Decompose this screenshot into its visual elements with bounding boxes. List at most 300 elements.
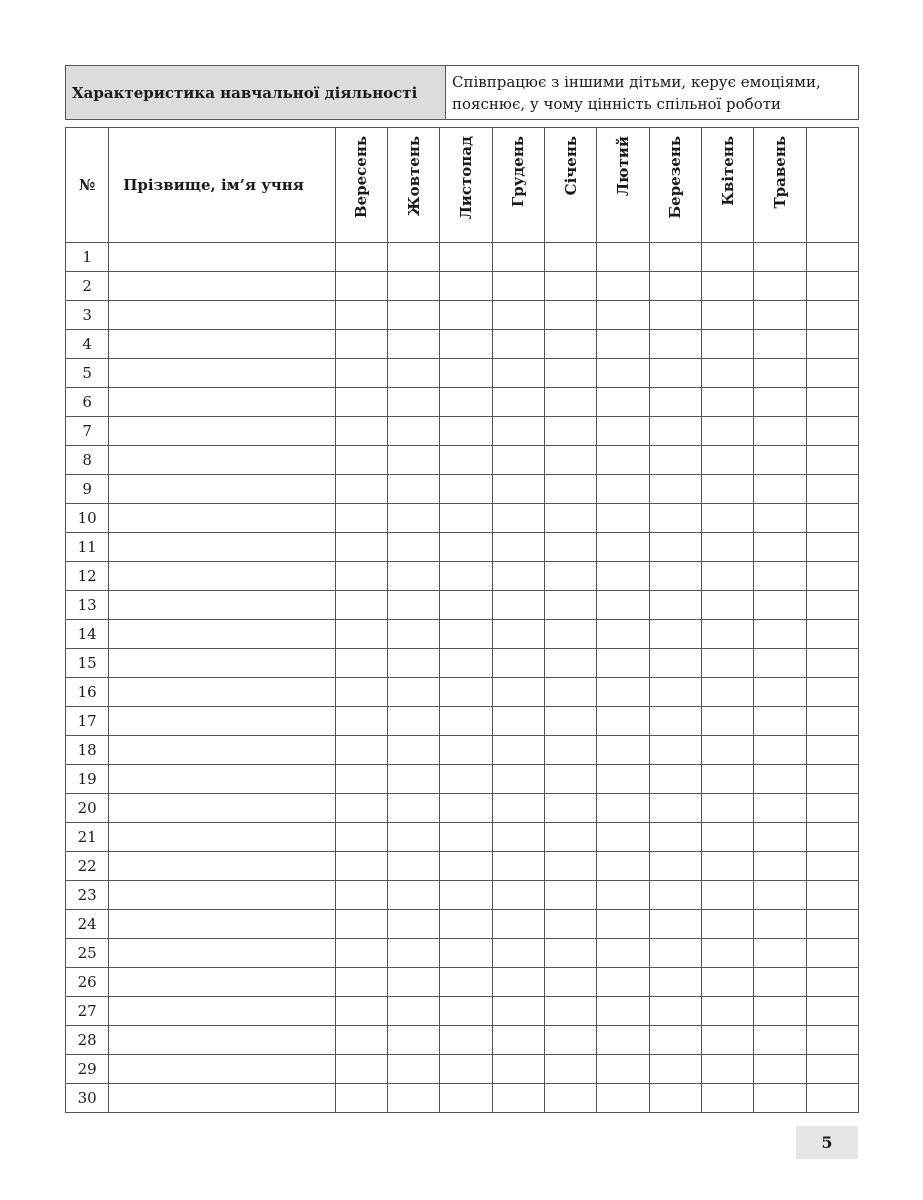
- grade-cell[interactable]: [335, 823, 387, 852]
- grade-cell[interactable]: [597, 794, 649, 823]
- grade-cell[interactable]: [492, 1055, 544, 1084]
- grade-cell[interactable]: [335, 591, 387, 620]
- grade-cell[interactable]: [545, 562, 597, 591]
- grade-cell[interactable]: [597, 1084, 649, 1113]
- student-name-cell[interactable]: [109, 823, 335, 852]
- grade-cell[interactable]: [545, 330, 597, 359]
- grade-cell[interactable]: [806, 823, 858, 852]
- grade-cell[interactable]: [545, 794, 597, 823]
- grade-cell[interactable]: [701, 330, 753, 359]
- grade-cell[interactable]: [440, 1026, 492, 1055]
- grade-cell[interactable]: [806, 794, 858, 823]
- student-name-cell[interactable]: [109, 736, 335, 765]
- student-name-cell[interactable]: [109, 649, 335, 678]
- grade-cell[interactable]: [701, 533, 753, 562]
- grade-cell[interactable]: [335, 620, 387, 649]
- grade-cell[interactable]: [545, 1084, 597, 1113]
- grade-cell[interactable]: [649, 1055, 701, 1084]
- grade-cell[interactable]: [806, 301, 858, 330]
- grade-cell[interactable]: [440, 272, 492, 301]
- grade-cell[interactable]: [754, 417, 806, 446]
- grade-cell[interactable]: [806, 562, 858, 591]
- grade-cell[interactable]: [649, 678, 701, 707]
- grade-cell[interactable]: [701, 272, 753, 301]
- grade-cell[interactable]: [388, 736, 440, 765]
- student-name-cell[interactable]: [109, 939, 335, 968]
- grade-cell[interactable]: [545, 765, 597, 794]
- student-name-cell[interactable]: [109, 591, 335, 620]
- grade-cell[interactable]: [597, 765, 649, 794]
- grade-cell[interactable]: [388, 620, 440, 649]
- grade-cell[interactable]: [754, 765, 806, 794]
- grade-cell[interactable]: [440, 417, 492, 446]
- student-name-cell[interactable]: [109, 1084, 335, 1113]
- grade-cell[interactable]: [806, 330, 858, 359]
- grade-cell[interactable]: [754, 678, 806, 707]
- grade-cell[interactable]: [649, 243, 701, 272]
- grade-cell[interactable]: [335, 243, 387, 272]
- grade-cell[interactable]: [754, 562, 806, 591]
- grade-cell[interactable]: [440, 997, 492, 1026]
- grade-cell[interactable]: [806, 504, 858, 533]
- grade-cell[interactable]: [754, 504, 806, 533]
- grade-cell[interactable]: [597, 359, 649, 388]
- grade-cell[interactable]: [545, 359, 597, 388]
- grade-cell[interactable]: [440, 243, 492, 272]
- grade-cell[interactable]: [545, 997, 597, 1026]
- grade-cell[interactable]: [388, 707, 440, 736]
- grade-cell[interactable]: [649, 446, 701, 475]
- grade-cell[interactable]: [440, 939, 492, 968]
- grade-cell[interactable]: [492, 591, 544, 620]
- student-name-cell[interactable]: [109, 881, 335, 910]
- grade-cell[interactable]: [754, 968, 806, 997]
- grade-cell[interactable]: [754, 446, 806, 475]
- grade-cell[interactable]: [806, 475, 858, 504]
- student-name-cell[interactable]: [109, 301, 335, 330]
- grade-cell[interactable]: [754, 910, 806, 939]
- grade-cell[interactable]: [492, 1026, 544, 1055]
- grade-cell[interactable]: [597, 417, 649, 446]
- grade-cell[interactable]: [649, 504, 701, 533]
- grade-cell[interactable]: [701, 852, 753, 881]
- grade-cell[interactable]: [597, 707, 649, 736]
- grade-cell[interactable]: [492, 330, 544, 359]
- grade-cell[interactable]: [754, 272, 806, 301]
- grade-cell[interactable]: [701, 736, 753, 765]
- grade-cell[interactable]: [701, 707, 753, 736]
- grade-cell[interactable]: [806, 736, 858, 765]
- grade-cell[interactable]: [388, 910, 440, 939]
- grade-cell[interactable]: [545, 939, 597, 968]
- grade-cell[interactable]: [701, 620, 753, 649]
- grade-cell[interactable]: [806, 272, 858, 301]
- grade-cell[interactable]: [388, 678, 440, 707]
- grade-cell[interactable]: [492, 794, 544, 823]
- grade-cell[interactable]: [388, 272, 440, 301]
- grade-cell[interactable]: [754, 359, 806, 388]
- grade-cell[interactable]: [649, 591, 701, 620]
- student-name-cell[interactable]: [109, 707, 335, 736]
- grade-cell[interactable]: [649, 475, 701, 504]
- grade-cell[interactable]: [597, 533, 649, 562]
- student-name-cell[interactable]: [109, 678, 335, 707]
- student-name-cell[interactable]: [109, 852, 335, 881]
- grade-cell[interactable]: [440, 823, 492, 852]
- student-name-cell[interactable]: [109, 562, 335, 591]
- grade-cell[interactable]: [545, 301, 597, 330]
- grade-cell[interactable]: [701, 562, 753, 591]
- grade-cell[interactable]: [754, 620, 806, 649]
- grade-cell[interactable]: [440, 620, 492, 649]
- grade-cell[interactable]: [388, 881, 440, 910]
- grade-cell[interactable]: [649, 939, 701, 968]
- grade-cell[interactable]: [806, 968, 858, 997]
- student-name-cell[interactable]: [109, 765, 335, 794]
- grade-cell[interactable]: [335, 388, 387, 417]
- grade-cell[interactable]: [335, 649, 387, 678]
- grade-cell[interactable]: [649, 794, 701, 823]
- grade-cell[interactable]: [754, 475, 806, 504]
- grade-cell[interactable]: [440, 330, 492, 359]
- grade-cell[interactable]: [388, 446, 440, 475]
- grade-cell[interactable]: [806, 939, 858, 968]
- grade-cell[interactable]: [597, 1055, 649, 1084]
- grade-cell[interactable]: [649, 910, 701, 939]
- grade-cell[interactable]: [388, 301, 440, 330]
- grade-cell[interactable]: [754, 794, 806, 823]
- grade-cell[interactable]: [649, 620, 701, 649]
- grade-cell[interactable]: [701, 765, 753, 794]
- student-name-cell[interactable]: [109, 272, 335, 301]
- grade-cell[interactable]: [806, 591, 858, 620]
- grade-cell[interactable]: [388, 388, 440, 417]
- grade-cell[interactable]: [701, 881, 753, 910]
- student-name-cell[interactable]: [109, 533, 335, 562]
- grade-cell[interactable]: [701, 591, 753, 620]
- grade-cell[interactable]: [335, 1055, 387, 1084]
- grade-cell[interactable]: [492, 939, 544, 968]
- grade-cell[interactable]: [388, 533, 440, 562]
- grade-cell[interactable]: [649, 1026, 701, 1055]
- grade-cell[interactable]: [335, 939, 387, 968]
- student-name-cell[interactable]: [109, 475, 335, 504]
- grade-cell[interactable]: [440, 475, 492, 504]
- grade-cell[interactable]: [649, 359, 701, 388]
- grade-cell[interactable]: [335, 446, 387, 475]
- grade-cell[interactable]: [545, 881, 597, 910]
- grade-cell[interactable]: [388, 852, 440, 881]
- grade-cell[interactable]: [701, 649, 753, 678]
- grade-cell[interactable]: [492, 736, 544, 765]
- grade-cell[interactable]: [649, 997, 701, 1026]
- grade-cell[interactable]: [440, 359, 492, 388]
- grade-cell[interactable]: [649, 330, 701, 359]
- grade-cell[interactable]: [545, 852, 597, 881]
- grade-cell[interactable]: [597, 562, 649, 591]
- grade-cell[interactable]: [597, 504, 649, 533]
- student-name-cell[interactable]: [109, 243, 335, 272]
- grade-cell[interactable]: [388, 504, 440, 533]
- grade-cell[interactable]: [597, 678, 649, 707]
- grade-cell[interactable]: [388, 968, 440, 997]
- grade-cell[interactable]: [388, 649, 440, 678]
- grade-cell[interactable]: [492, 649, 544, 678]
- grade-cell[interactable]: [492, 707, 544, 736]
- grade-cell[interactable]: [806, 1084, 858, 1113]
- grade-cell[interactable]: [492, 388, 544, 417]
- grade-cell[interactable]: [701, 359, 753, 388]
- grade-cell[interactable]: [335, 881, 387, 910]
- grade-cell[interactable]: [597, 881, 649, 910]
- grade-cell[interactable]: [335, 417, 387, 446]
- student-name-cell[interactable]: [109, 330, 335, 359]
- grade-cell[interactable]: [492, 765, 544, 794]
- grade-cell[interactable]: [440, 910, 492, 939]
- grade-cell[interactable]: [388, 1084, 440, 1113]
- grade-cell[interactable]: [335, 765, 387, 794]
- grade-cell[interactable]: [806, 852, 858, 881]
- grade-cell[interactable]: [335, 794, 387, 823]
- grade-cell[interactable]: [388, 823, 440, 852]
- grade-cell[interactable]: [440, 591, 492, 620]
- grade-cell[interactable]: [649, 881, 701, 910]
- grade-cell[interactable]: [597, 1026, 649, 1055]
- grade-cell[interactable]: [492, 504, 544, 533]
- grade-cell[interactable]: [806, 533, 858, 562]
- grade-cell[interactable]: [806, 707, 858, 736]
- student-name-cell[interactable]: [109, 417, 335, 446]
- grade-cell[interactable]: [440, 301, 492, 330]
- student-name-cell[interactable]: [109, 388, 335, 417]
- grade-cell[interactable]: [597, 939, 649, 968]
- grade-cell[interactable]: [806, 359, 858, 388]
- student-name-cell[interactable]: [109, 1026, 335, 1055]
- grade-cell[interactable]: [754, 1084, 806, 1113]
- student-name-cell[interactable]: [109, 794, 335, 823]
- grade-cell[interactable]: [545, 475, 597, 504]
- student-name-cell[interactable]: [109, 910, 335, 939]
- grade-cell[interactable]: [492, 910, 544, 939]
- grade-cell[interactable]: [440, 968, 492, 997]
- student-name-cell[interactable]: [109, 504, 335, 533]
- grade-cell[interactable]: [440, 678, 492, 707]
- grade-cell[interactable]: [545, 823, 597, 852]
- grade-cell[interactable]: [440, 1055, 492, 1084]
- grade-cell[interactable]: [545, 968, 597, 997]
- grade-cell[interactable]: [335, 533, 387, 562]
- grade-cell[interactable]: [335, 562, 387, 591]
- grade-cell[interactable]: [492, 823, 544, 852]
- grade-cell[interactable]: [545, 272, 597, 301]
- grade-cell[interactable]: [754, 939, 806, 968]
- grade-cell[interactable]: [440, 794, 492, 823]
- grade-cell[interactable]: [597, 272, 649, 301]
- grade-cell[interactable]: [440, 649, 492, 678]
- grade-cell[interactable]: [754, 533, 806, 562]
- grade-cell[interactable]: [701, 1084, 753, 1113]
- grade-cell[interactable]: [335, 736, 387, 765]
- grade-cell[interactable]: [754, 301, 806, 330]
- grade-cell[interactable]: [597, 301, 649, 330]
- grade-cell[interactable]: [492, 359, 544, 388]
- grade-cell[interactable]: [701, 997, 753, 1026]
- grade-cell[interactable]: [440, 765, 492, 794]
- grade-cell[interactable]: [388, 794, 440, 823]
- grade-cell[interactable]: [545, 591, 597, 620]
- grade-cell[interactable]: [597, 736, 649, 765]
- grade-cell[interactable]: [754, 243, 806, 272]
- grade-cell[interactable]: [597, 243, 649, 272]
- grade-cell[interactable]: [335, 997, 387, 1026]
- grade-cell[interactable]: [492, 968, 544, 997]
- grade-cell[interactable]: [492, 417, 544, 446]
- grade-cell[interactable]: [440, 736, 492, 765]
- grade-cell[interactable]: [335, 475, 387, 504]
- grade-cell[interactable]: [649, 388, 701, 417]
- grade-cell[interactable]: [388, 997, 440, 1026]
- grade-cell[interactable]: [545, 910, 597, 939]
- grade-cell[interactable]: [701, 301, 753, 330]
- grade-cell[interactable]: [335, 678, 387, 707]
- grade-cell[interactable]: [701, 968, 753, 997]
- grade-cell[interactable]: [388, 1026, 440, 1055]
- grade-cell[interactable]: [649, 736, 701, 765]
- grade-cell[interactable]: [754, 823, 806, 852]
- grade-cell[interactable]: [492, 301, 544, 330]
- grade-cell[interactable]: [492, 562, 544, 591]
- grade-cell[interactable]: [440, 533, 492, 562]
- grade-cell[interactable]: [649, 533, 701, 562]
- grade-cell[interactable]: [754, 1055, 806, 1084]
- student-name-cell[interactable]: [109, 968, 335, 997]
- grade-cell[interactable]: [388, 417, 440, 446]
- grade-cell[interactable]: [335, 1084, 387, 1113]
- grade-cell[interactable]: [492, 1084, 544, 1113]
- grade-cell[interactable]: [806, 446, 858, 475]
- grade-cell[interactable]: [649, 649, 701, 678]
- grade-cell[interactable]: [335, 272, 387, 301]
- grade-cell[interactable]: [335, 359, 387, 388]
- grade-cell[interactable]: [649, 272, 701, 301]
- grade-cell[interactable]: [545, 504, 597, 533]
- grade-cell[interactable]: [335, 852, 387, 881]
- grade-cell[interactable]: [597, 823, 649, 852]
- grade-cell[interactable]: [440, 562, 492, 591]
- grade-cell[interactable]: [754, 852, 806, 881]
- grade-cell[interactable]: [545, 1055, 597, 1084]
- grade-cell[interactable]: [440, 881, 492, 910]
- grade-cell[interactable]: [335, 330, 387, 359]
- grade-cell[interactable]: [597, 446, 649, 475]
- grade-cell[interactable]: [701, 446, 753, 475]
- grade-cell[interactable]: [701, 388, 753, 417]
- grade-cell[interactable]: [806, 678, 858, 707]
- grade-cell[interactable]: [806, 388, 858, 417]
- grade-cell[interactable]: [649, 301, 701, 330]
- grade-cell[interactable]: [649, 823, 701, 852]
- student-name-cell[interactable]: [109, 620, 335, 649]
- grade-cell[interactable]: [545, 736, 597, 765]
- grade-cell[interactable]: [492, 446, 544, 475]
- grade-cell[interactable]: [701, 504, 753, 533]
- grade-cell[interactable]: [335, 1026, 387, 1055]
- grade-cell[interactable]: [545, 533, 597, 562]
- grade-cell[interactable]: [701, 939, 753, 968]
- grade-cell[interactable]: [335, 707, 387, 736]
- grade-cell[interactable]: [597, 968, 649, 997]
- grade-cell[interactable]: [701, 678, 753, 707]
- grade-cell[interactable]: [492, 272, 544, 301]
- grade-cell[interactable]: [545, 417, 597, 446]
- grade-cell[interactable]: [597, 997, 649, 1026]
- student-name-cell[interactable]: [109, 359, 335, 388]
- grade-cell[interactable]: [701, 1026, 753, 1055]
- grade-cell[interactable]: [335, 910, 387, 939]
- grade-cell[interactable]: [597, 591, 649, 620]
- grade-cell[interactable]: [754, 707, 806, 736]
- grade-cell[interactable]: [701, 794, 753, 823]
- grade-cell[interactable]: [754, 649, 806, 678]
- grade-cell[interactable]: [754, 997, 806, 1026]
- grade-cell[interactable]: [492, 678, 544, 707]
- grade-cell[interactable]: [597, 388, 649, 417]
- grade-cell[interactable]: [597, 620, 649, 649]
- grade-cell[interactable]: [701, 1055, 753, 1084]
- grade-cell[interactable]: [597, 649, 649, 678]
- grade-cell[interactable]: [701, 910, 753, 939]
- grade-cell[interactable]: [492, 881, 544, 910]
- grade-cell[interactable]: [754, 591, 806, 620]
- grade-cell[interactable]: [649, 968, 701, 997]
- grade-cell[interactable]: [754, 736, 806, 765]
- grade-cell[interactable]: [492, 533, 544, 562]
- grade-cell[interactable]: [388, 562, 440, 591]
- grade-cell[interactable]: [754, 1026, 806, 1055]
- grade-cell[interactable]: [806, 765, 858, 794]
- student-name-cell[interactable]: [109, 1055, 335, 1084]
- grade-cell[interactable]: [492, 475, 544, 504]
- grade-cell[interactable]: [701, 243, 753, 272]
- grade-cell[interactable]: [597, 475, 649, 504]
- grade-cell[interactable]: [388, 591, 440, 620]
- grade-cell[interactable]: [806, 997, 858, 1026]
- grade-cell[interactable]: [806, 620, 858, 649]
- grade-cell[interactable]: [701, 417, 753, 446]
- grade-cell[interactable]: [649, 1084, 701, 1113]
- grade-cell[interactable]: [545, 707, 597, 736]
- grade-cell[interactable]: [754, 881, 806, 910]
- grade-cell[interactable]: [545, 620, 597, 649]
- grade-cell[interactable]: [649, 765, 701, 794]
- grade-cell[interactable]: [492, 852, 544, 881]
- grade-cell[interactable]: [754, 388, 806, 417]
- grade-cell[interactable]: [806, 1026, 858, 1055]
- grade-cell[interactable]: [388, 330, 440, 359]
- student-name-cell[interactable]: [109, 997, 335, 1026]
- grade-cell[interactable]: [492, 997, 544, 1026]
- grade-cell[interactable]: [597, 330, 649, 359]
- grade-cell[interactable]: [806, 649, 858, 678]
- grade-cell[interactable]: [335, 968, 387, 997]
- grade-cell[interactable]: [440, 504, 492, 533]
- grade-cell[interactable]: [701, 823, 753, 852]
- grade-cell[interactable]: [649, 562, 701, 591]
- grade-cell[interactable]: [806, 910, 858, 939]
- grade-cell[interactable]: [335, 301, 387, 330]
- grade-cell[interactable]: [388, 243, 440, 272]
- grade-cell[interactable]: [440, 1084, 492, 1113]
